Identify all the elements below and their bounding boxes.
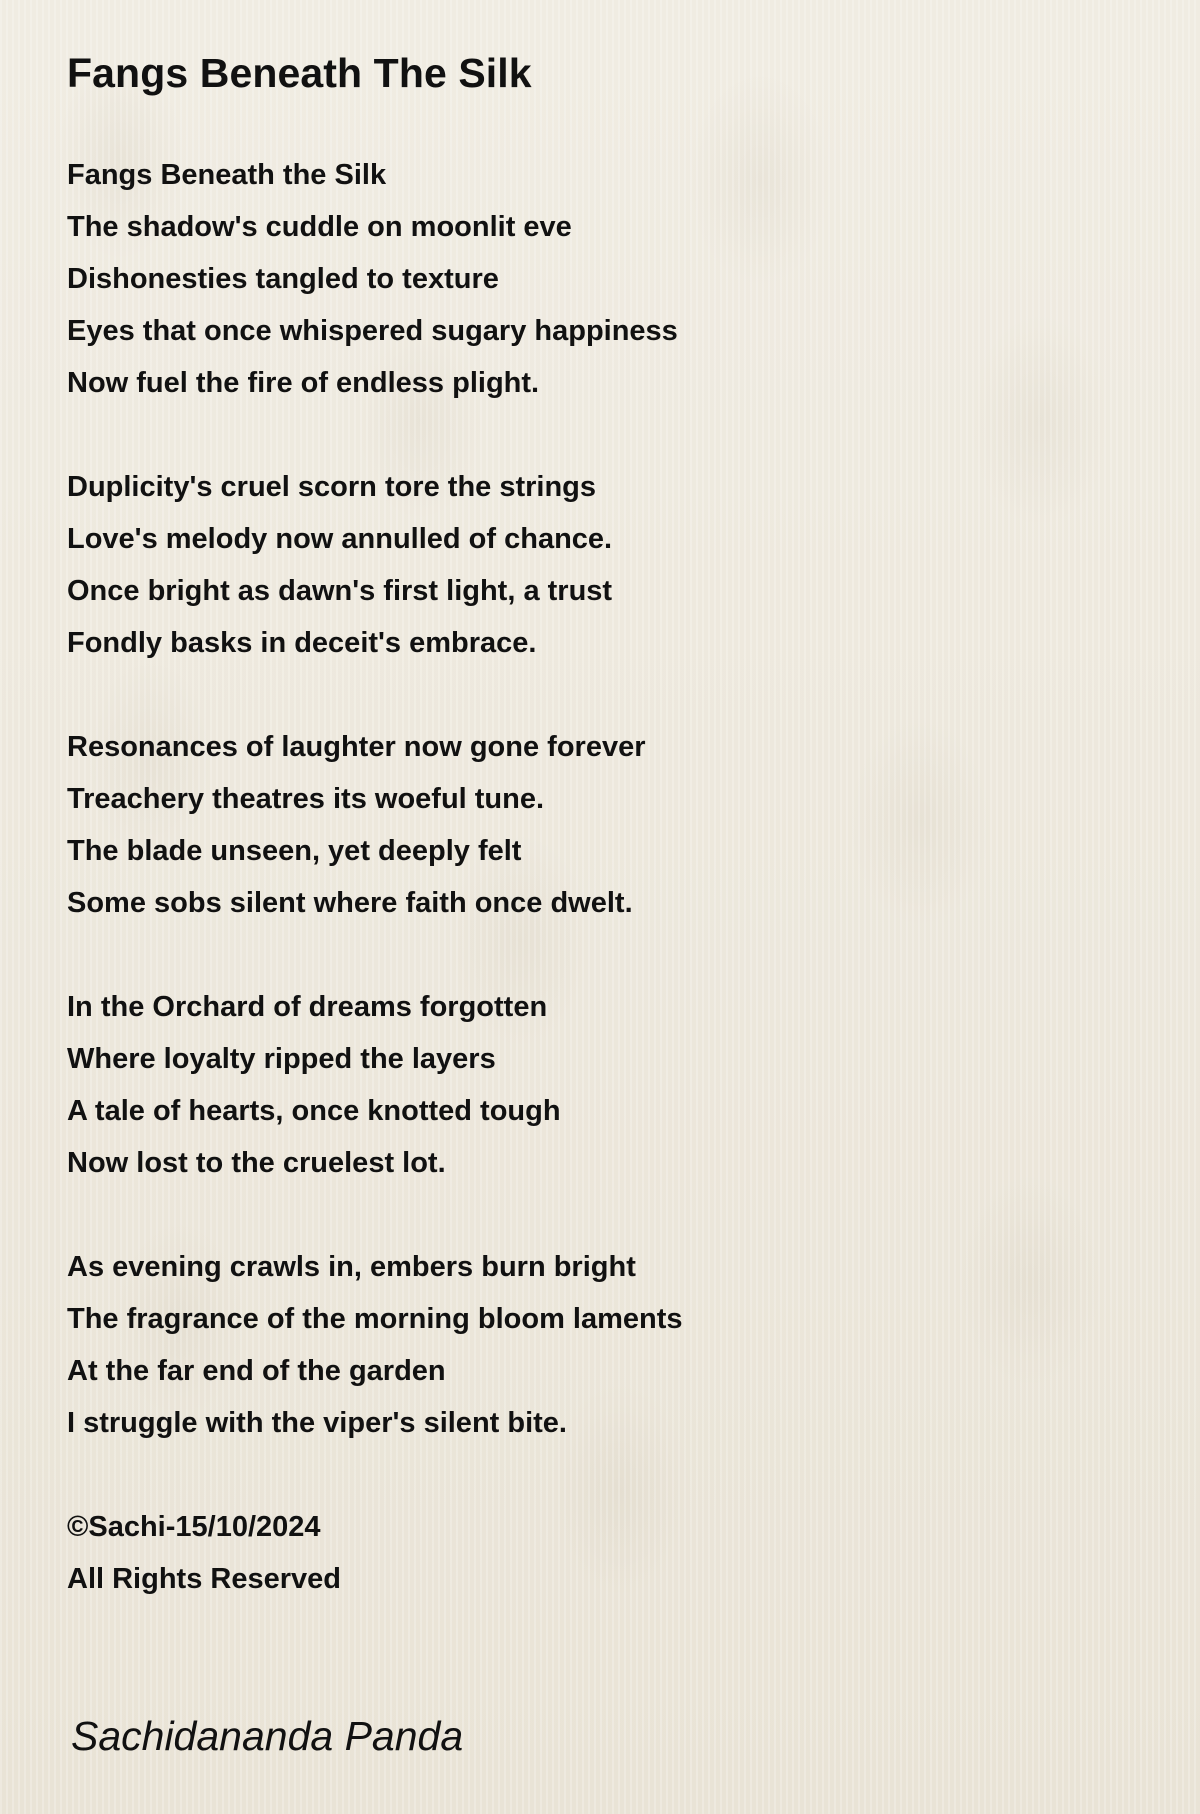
stanza-2 [67,461,1127,669]
poem-line: In the Orchard of dreams forgotten [67,991,548,1023]
stanza-5 [67,1241,1127,1449]
poem-subtitle: Fangs Beneath the Silk [67,159,387,191]
poem-line: The blade unseen, yet deeply felt [67,835,522,867]
poem-line: The fragrance of the morning bloom laments [67,1303,683,1335]
copyright-text: ©Sachi-15/10/2024 [67,1511,321,1543]
poem-line: Once bright as dawn's first light, a trust [67,575,613,607]
stanza-1 [67,201,1127,409]
poem-line: Some sobs silent where faith once dwelt. [67,887,633,919]
poem-title: Fangs Beneath The Silk [67,50,532,96]
copyright-block [67,1501,1127,1605]
poem-body [67,149,1127,1605]
poem-line: The shadow's cuddle on moonlit eve [67,211,572,243]
stanza-4 [67,981,1127,1189]
poem-line: I struggle with the viper's silent bite. [67,1407,567,1439]
rights-text: All Rights Reserved [67,1563,341,1595]
poem-line: Duplicity's cruel scorn tore the strings [67,471,597,503]
poem-line: Treachery theatres its woeful tune. [67,783,545,815]
poem-line: Love's melody now annulled of chance. [67,523,613,555]
poem-line: Now fuel the fire of endless plight. [67,367,540,399]
poem-line: Eyes that once whispered sugary happiness [67,315,678,347]
poem-line: Where loyalty ripped the layers [67,1043,496,1075]
poem-line: At the far end of the garden [67,1355,446,1387]
poem-line: A tale of hearts, once knotted tough [67,1095,561,1127]
poem-line: Dishonesties tangled to texture [67,263,499,295]
author-name: Sachidananda Panda [71,1713,464,1759]
poem-line: Now lost to the cruelest lot. [67,1147,446,1179]
poem-line: As evening crawls in, embers burn bright [67,1251,636,1283]
stanza-3 [67,721,1127,929]
poem-line: Resonances of laughter now gone forever [67,731,646,763]
poem-line: Fondly basks in deceit's embrace. [67,627,537,659]
